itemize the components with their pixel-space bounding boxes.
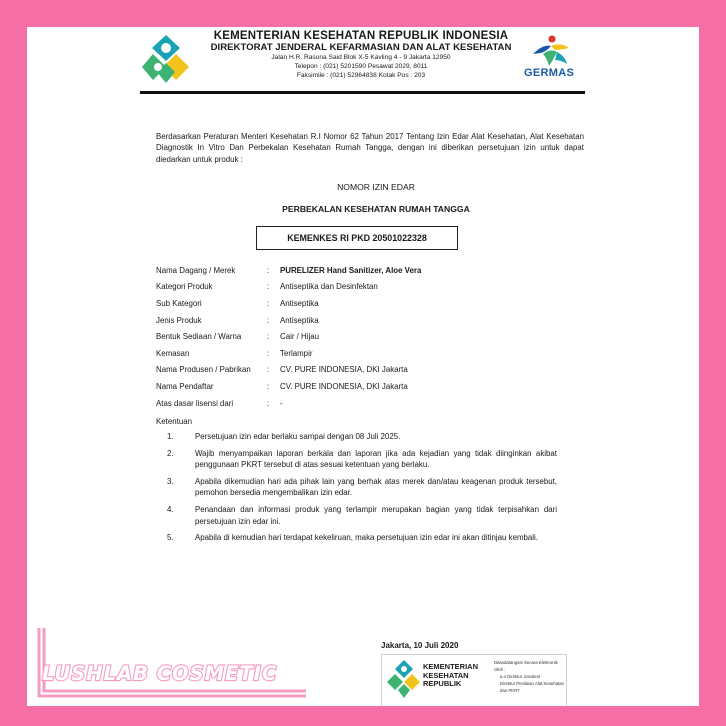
note-number: 3. xyxy=(167,476,174,486)
field-label: Atas dasar lisensi dari xyxy=(156,399,234,408)
intro-paragraph: Berdasarkan Peraturan Menteri Kesehatan R.I Nomor 62 Tahun 2017 Tentang Izin Edar Alat Kesehatan, Alat Kesehatan Diagnostik In Vitro Dan Perbekalan Kesehatan Rumah Tangga, dengan ini diberikan persetujuan izin untuk dapat diedarkan untuk produk : xyxy=(156,132,584,164)
field-row xyxy=(156,298,586,310)
signature-place-date: Jakarta, 10 Juli 2020 xyxy=(381,641,459,650)
field-row xyxy=(156,331,586,343)
note-number: 5. xyxy=(167,533,174,543)
field-label: Sub Kategori xyxy=(156,299,202,308)
field-separator: : xyxy=(267,332,270,341)
field-label: Kategori Produk xyxy=(156,282,213,291)
field-row xyxy=(156,315,586,327)
field-label: Kemasan xyxy=(156,349,190,358)
field-value: Antiseptika dan Desinfektan xyxy=(280,282,378,291)
list-item xyxy=(167,476,557,499)
field-label: Jenis Produk xyxy=(156,316,202,325)
field-row xyxy=(156,398,586,410)
note-text: Persetujuan izin edar berlaku sampai dengan 08 Juli 2025. xyxy=(195,432,401,441)
document-category: PERBEKALAN KESEHATAN RUMAH TANGGA xyxy=(282,204,470,214)
watermark-text: LUSHLAB COSMETIC xyxy=(42,662,278,685)
field-row xyxy=(156,364,586,376)
kemenkes-logo-icon xyxy=(140,31,192,87)
phone-line: Telepon : (021) 5201590 Pesawat 2029, 8011 xyxy=(294,63,428,70)
kemenkes-logo-icon xyxy=(387,658,421,702)
signature-org: KEMENTERIAN KESEHATAN REPUBLIK xyxy=(423,662,479,689)
registration-number: KEMENKES RI PKD 20501022328 xyxy=(256,226,458,250)
field-label: Nama Dagang / Merek xyxy=(156,266,236,275)
field-row xyxy=(156,281,586,293)
field-separator: : xyxy=(267,365,270,374)
fax-line: Faksimile : (021) 52964838 Kotak Pos : 203 xyxy=(296,72,426,79)
field-value: PURELIZER Hand Sanitizer, Aloe Vera xyxy=(280,266,422,275)
field-separator: : xyxy=(267,349,270,358)
directorate-name: DIREKTORAT JENDERAL KEFARMASIAN DAN ALAT KESEHATAN xyxy=(210,42,512,53)
note-number: 4. xyxy=(167,504,174,514)
field-row xyxy=(156,381,586,393)
field-separator: : xyxy=(267,266,270,275)
field-value: Antiseptika xyxy=(280,299,319,308)
list-item xyxy=(167,448,557,471)
field-separator: : xyxy=(267,299,270,308)
note-text: Apabila dikemudian hari ada pihak lain yang berhak atas merek dan/atau keagenan produk tersebut, pemohon bersedia mengembalikan izin edar. xyxy=(195,476,557,498)
list-item xyxy=(167,431,557,443)
field-separator: : xyxy=(267,399,270,408)
germas-label: GERMAS xyxy=(524,67,575,79)
field-label: Bentuk Sediaan / Warna xyxy=(156,332,242,341)
field-label: Nama Pendaftar xyxy=(156,382,214,391)
notes-heading: Ketentuan xyxy=(156,417,192,426)
field-separator: : xyxy=(267,316,270,325)
frame-bottom-strip xyxy=(27,706,699,726)
field-value: Cair / Hijau xyxy=(280,332,320,341)
on-behalf: a.n Direktur Jenderal xyxy=(500,674,540,679)
ministry-name: KEMENTERIAN KESEHATAN REPUBLIK INDONESIA xyxy=(213,30,509,42)
letterhead-divider xyxy=(140,91,585,94)
note-text: Apabila di kemudian hari terdapat kekeliruan, maka persetujuan izin edar ini akan ditinjau kembali. xyxy=(195,533,539,543)
field-value: CV. PURE INDONESIA, DKI Jakarta xyxy=(280,365,408,374)
note-text: Penandaan dan informasi produk yang terlampir merupakan bagian yang tidak terpisahkan dari persetujuan izin edar ini. xyxy=(195,504,557,526)
notes-list xyxy=(167,431,557,549)
field-row xyxy=(156,348,586,360)
field-value: - xyxy=(280,399,283,408)
list-item xyxy=(167,504,557,527)
field-value: Antiseptika xyxy=(280,316,319,325)
field-value: Terlampir xyxy=(280,349,313,358)
field-label: Nama Produsen / Pabrikan xyxy=(156,365,251,374)
document-title: NOMOR IZIN EDAR xyxy=(337,182,415,192)
field-value: CV. PURE INDONESIA, DKI Jakarta xyxy=(280,382,408,391)
field-row xyxy=(156,265,586,277)
note-text: Wajib menyampaikan laporan berkala dan laporan jika ada kejadian yang tidak diinginkan akibat penggunaan PKRT tersebut di atas sesuai ketentuan yang berlaku. xyxy=(195,448,557,470)
signature-details xyxy=(494,659,564,694)
address-line: Jalan H.R. Rasuna Said Blok X-5 Kavling 4 - 9 Jakarta 12950 xyxy=(271,54,451,61)
note-number: 2. xyxy=(167,448,174,458)
field-separator: : xyxy=(267,382,270,391)
signer-position: Direktur Penilaian Alat Kesehatan dan PKRT xyxy=(500,681,565,693)
watermark xyxy=(6,598,306,698)
signed-note: Ditandatangani Secara Elektronik Oleh : xyxy=(494,660,558,672)
note-number: 1. xyxy=(167,432,174,441)
list-item xyxy=(167,532,557,544)
field-separator: : xyxy=(267,282,270,291)
